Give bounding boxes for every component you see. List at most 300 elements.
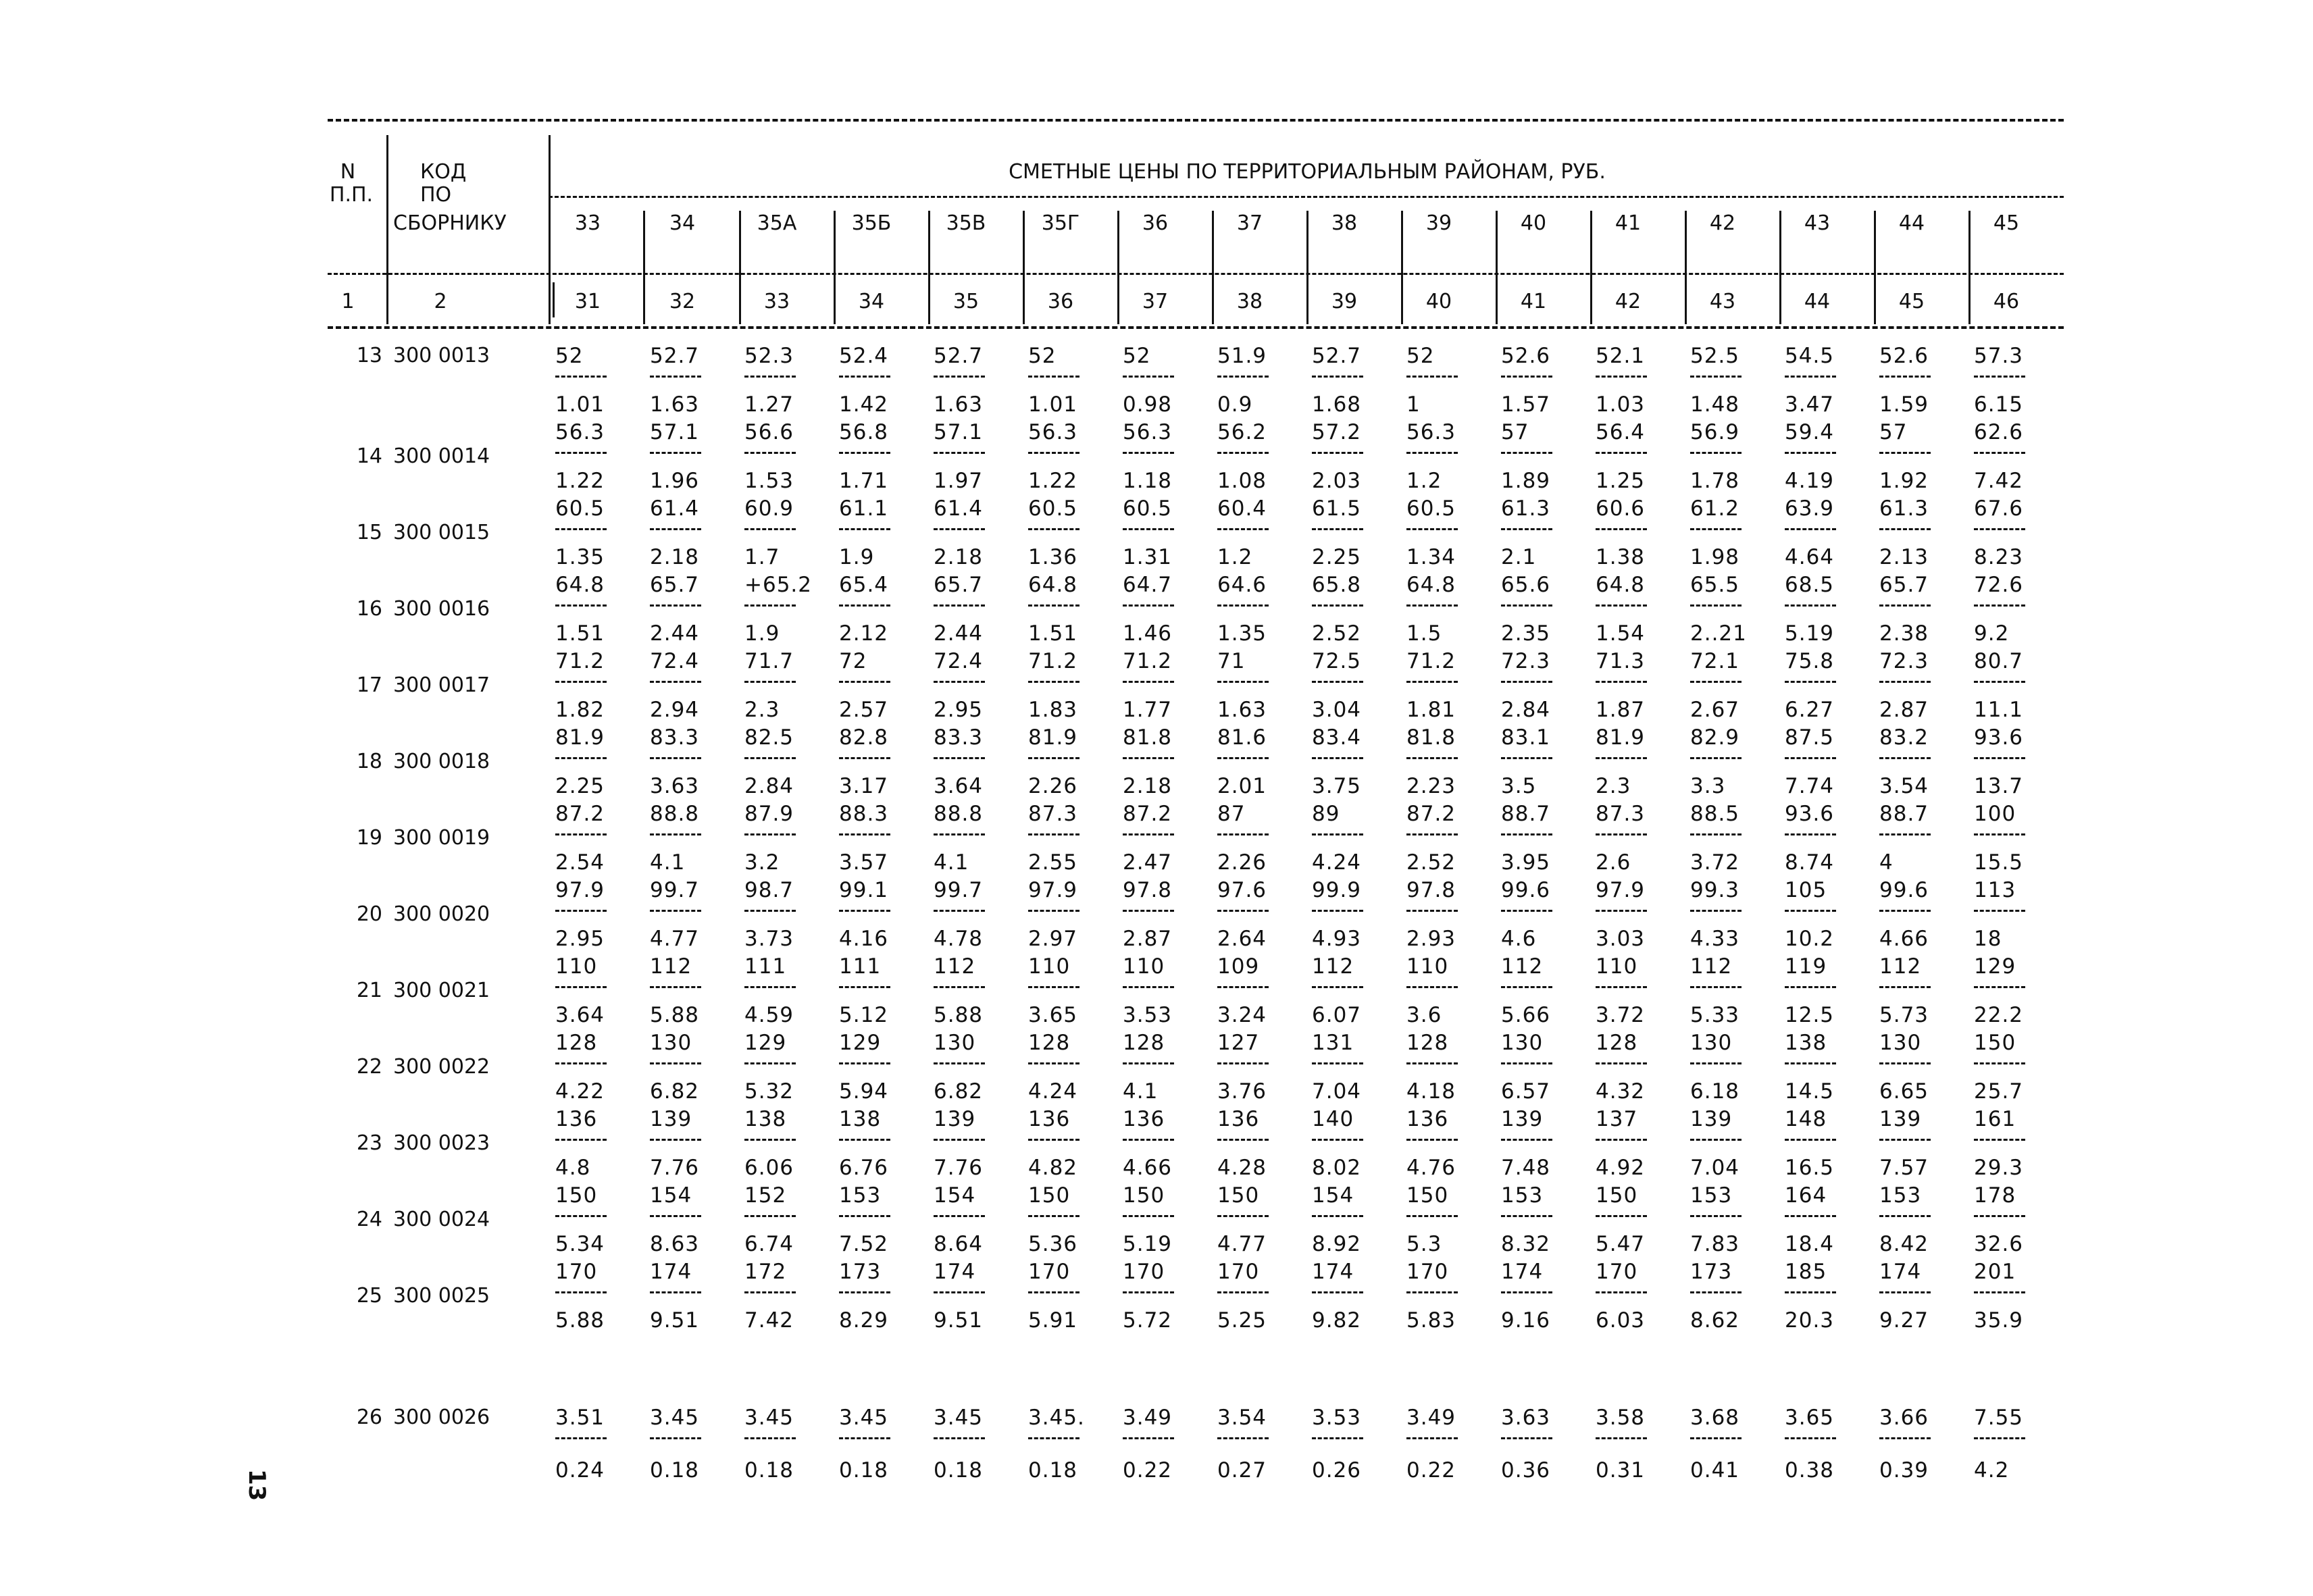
- price-upper: 60.5: [555, 496, 605, 521]
- fraction-bar: [744, 681, 796, 683]
- fraction-bar: [1028, 1215, 1079, 1217]
- price-lower: 2.95: [934, 698, 984, 722]
- fraction-bar: [744, 1215, 796, 1217]
- price-lower: 4.28: [1217, 1156, 1267, 1180]
- fraction-bar: [1596, 604, 1647, 607]
- fraction-bar: [1596, 757, 1647, 759]
- fraction-bar: [1123, 1062, 1174, 1064]
- fraction-bar: [650, 604, 701, 607]
- price-lower: 2.23: [1406, 774, 1456, 798]
- price-upper: 170: [555, 1260, 598, 1284]
- fraction-bar: [1123, 1139, 1174, 1141]
- price-upper: 52.7: [650, 344, 700, 368]
- price-lower: 5.72: [1123, 1308, 1173, 1333]
- fraction-bar: [1312, 833, 1363, 835]
- fraction-bar: [1501, 986, 1552, 988]
- price-lower: 32.6: [1974, 1232, 2024, 1256]
- fraction-bar: [1879, 1437, 1931, 1439]
- fraction-bar: [1028, 1062, 1079, 1064]
- row-code: 300 0022: [393, 1055, 490, 1079]
- price-lower: 1.82: [555, 698, 605, 722]
- price-upper: 65.7: [934, 573, 984, 597]
- fraction-bar: [1596, 681, 1647, 683]
- fraction-bar: [1785, 452, 1836, 454]
- price-lower: 1.78: [1690, 469, 1740, 493]
- fraction-bar: [1406, 1062, 1458, 1064]
- price-upper: 170: [1028, 1260, 1071, 1284]
- price-lower: 2.18: [1123, 774, 1173, 798]
- fraction-bar: [1596, 1291, 1647, 1293]
- fraction-bar: [934, 833, 985, 835]
- fraction-bar: [839, 833, 890, 835]
- fraction-bar: [1596, 1437, 1647, 1439]
- price-lower: 4.6: [1501, 927, 1537, 951]
- price-upper: 82.9: [1690, 725, 1740, 750]
- price-upper: 113: [1974, 878, 2016, 902]
- district-header-rule: [549, 196, 2064, 198]
- price-lower: 2.18: [934, 545, 984, 569]
- district-header: 36: [1142, 211, 1169, 235]
- row-code: 300 0018: [393, 750, 490, 773]
- price-upper: 97.9: [555, 878, 605, 902]
- price-upper: 174: [1501, 1260, 1544, 1284]
- price-upper: 88.8: [650, 802, 700, 826]
- header-code-3: СБОРНИКУ: [393, 211, 507, 235]
- price-upper: +65.2: [744, 573, 812, 597]
- price-upper: 83.3: [934, 725, 984, 750]
- fraction-bar: [555, 1291, 607, 1293]
- price-upper: 110: [1406, 954, 1449, 979]
- price-upper: 185: [1785, 1260, 1827, 1284]
- price-lower: 3.64: [934, 774, 984, 798]
- price-upper: 88.5: [1690, 802, 1740, 826]
- fraction-bar: [1406, 681, 1458, 683]
- header-pp: П.П.: [329, 183, 374, 207]
- fraction-bar: [1123, 528, 1174, 530]
- price-lower: 4.24: [1028, 1079, 1078, 1104]
- district-header: 35А: [757, 211, 797, 235]
- fraction-bar: [1596, 376, 1647, 378]
- price-lower: 1.46: [1123, 621, 1173, 646]
- colnum-vline: [1401, 282, 1403, 317]
- price-upper: 97.8: [1406, 878, 1456, 902]
- price-upper: 72.4: [650, 649, 700, 673]
- price-upper: 52: [1406, 344, 1435, 368]
- price-lower: 8.23: [1974, 545, 2024, 569]
- price-lower: 3.2: [744, 850, 780, 875]
- price-lower: 1.42: [839, 392, 889, 417]
- fraction-bar: [1312, 986, 1363, 988]
- header-code-2: ПО: [420, 183, 452, 207]
- price-lower: 5.19: [1123, 1232, 1173, 1256]
- price-upper: 112: [650, 954, 692, 979]
- price-upper: 61.1: [839, 496, 889, 521]
- price-upper: 71.3: [1596, 649, 1646, 673]
- price-upper: 56.3: [555, 420, 605, 444]
- price-lower: 4.24: [1312, 850, 1362, 875]
- fraction-bar: [1123, 757, 1174, 759]
- column-number: 32: [669, 290, 696, 313]
- price-upper: 81.9: [1028, 725, 1078, 750]
- fraction-bar: [1785, 528, 1836, 530]
- price-upper: 150: [1217, 1183, 1260, 1208]
- fraction-bar: [1690, 1215, 1742, 1217]
- colnum-vline: [1023, 282, 1025, 317]
- price-upper: 82.8: [839, 725, 889, 750]
- fraction-bar: [1123, 376, 1174, 378]
- price-upper: 129: [744, 1031, 787, 1055]
- price-upper: 127: [1217, 1031, 1260, 1055]
- price-upper: 56.6: [744, 420, 794, 444]
- price-lower: 8.32: [1501, 1232, 1551, 1256]
- fraction-bar: [934, 1215, 985, 1217]
- price-lower: 4.33: [1690, 927, 1740, 951]
- price-upper: 88.7: [1501, 802, 1551, 826]
- price-upper: 97.6: [1217, 878, 1267, 902]
- row-number: 25: [356, 1284, 382, 1308]
- table-title: СМЕТНЫЕ ЦЕНЫ ПО ТЕРРИТОРИАЛЬНЫМ РАЙОНАМ, РУБ.: [1009, 160, 1606, 184]
- fraction-bar: [1028, 833, 1079, 835]
- fraction-bar: [1312, 452, 1363, 454]
- price-lower: 8.63: [650, 1232, 700, 1256]
- price-lower: 6.82: [650, 1079, 700, 1104]
- fraction-bar: [1123, 1291, 1174, 1293]
- price-upper: 72.6: [1974, 573, 2024, 597]
- price-lower: 0.22: [1123, 1458, 1173, 1483]
- price-upper: 87: [1217, 802, 1246, 826]
- price-lower: 15.5: [1974, 850, 2024, 875]
- fraction-bar: [1217, 757, 1269, 759]
- price-upper: 3.66: [1879, 1406, 1929, 1430]
- district-header: 38: [1331, 211, 1358, 235]
- price-lower: 7.52: [839, 1232, 889, 1256]
- price-upper: 60.5: [1028, 496, 1078, 521]
- fraction-bar: [1312, 1062, 1363, 1064]
- fraction-bar: [1406, 757, 1458, 759]
- price-upper: 111: [839, 954, 882, 979]
- row-code: 300 0025: [393, 1284, 490, 1308]
- fraction-bar: [839, 1139, 890, 1141]
- fraction-bar: [1123, 833, 1174, 835]
- price-lower: 3.3: [1690, 774, 1726, 798]
- price-upper: 100: [1974, 802, 2016, 826]
- price-upper: 98.7: [744, 878, 794, 902]
- price-lower: 6.65: [1879, 1079, 1929, 1104]
- price-upper: 112: [1690, 954, 1733, 979]
- fraction-bar: [839, 528, 890, 530]
- price-upper: 128: [555, 1031, 598, 1055]
- price-lower: 4.93: [1312, 927, 1362, 951]
- fraction-bar: [1785, 910, 1836, 912]
- colnum-vline: [1117, 282, 1119, 317]
- price-upper: 150: [1974, 1031, 2016, 1055]
- column-number: 44: [1804, 290, 1831, 313]
- price-upper: 3.45.: [1028, 1406, 1085, 1430]
- price-upper: 65.7: [650, 573, 700, 597]
- fraction-bar: [1406, 604, 1458, 607]
- row-number: 21: [356, 979, 382, 1002]
- price-lower: 5.3: [1406, 1232, 1442, 1256]
- price-upper: 87.3: [1596, 802, 1646, 826]
- fraction-bar: [1217, 681, 1269, 683]
- price-upper: 161: [1974, 1107, 2016, 1131]
- fraction-bar: [1690, 910, 1742, 912]
- column-number: 40: [1425, 290, 1452, 313]
- fraction-bar: [1406, 833, 1458, 835]
- fraction-bar: [1785, 681, 1836, 683]
- fraction-bar: [1879, 376, 1931, 378]
- price-lower: 9.16: [1501, 1308, 1551, 1333]
- row-number: 16: [356, 597, 382, 621]
- price-lower: 1.9: [839, 545, 875, 569]
- fraction-bar: [1879, 452, 1931, 454]
- price-lower: 2.25: [1312, 545, 1362, 569]
- header-n: N: [340, 160, 356, 184]
- price-lower: 12.5: [1785, 1003, 1835, 1027]
- fraction-bar: [1974, 681, 2025, 683]
- price-upper: 140: [1312, 1107, 1354, 1131]
- price-upper: 99.1: [839, 878, 889, 902]
- column-number: 39: [1331, 290, 1358, 313]
- fraction-bar: [1785, 1437, 1836, 1439]
- price-lower: 22.2: [1974, 1003, 2024, 1027]
- price-upper: 87.9: [744, 802, 794, 826]
- fraction-bar: [1501, 528, 1552, 530]
- fraction-bar: [1596, 986, 1647, 988]
- price-lower: 3.24: [1217, 1003, 1267, 1027]
- fraction-bar: [839, 986, 890, 988]
- price-lower: 4.1: [1123, 1079, 1159, 1104]
- price-lower: 4.1: [934, 850, 969, 875]
- row-code: 300 0021: [393, 979, 490, 1002]
- price-upper: 153: [839, 1183, 882, 1208]
- price-upper: 64.8: [1406, 573, 1456, 597]
- price-lower: 1.89: [1501, 469, 1551, 493]
- price-upper: 71.2: [555, 649, 605, 673]
- price-lower: 3.47: [1785, 392, 1835, 417]
- price-lower: 1.53: [744, 469, 794, 493]
- price-lower: 7.57: [1879, 1156, 1929, 1180]
- price-lower: 2.1: [1501, 545, 1537, 569]
- column-number: 34: [858, 290, 885, 313]
- price-upper: 52: [1028, 344, 1057, 368]
- price-lower: 1.63: [1217, 698, 1267, 722]
- fraction-bar: [744, 986, 796, 988]
- price-lower: 0.38: [1785, 1458, 1835, 1483]
- price-upper: 136: [1217, 1107, 1260, 1131]
- price-upper: 87.2: [1406, 802, 1456, 826]
- price-lower: 2.67: [1690, 698, 1740, 722]
- price-lower: 8.64: [934, 1232, 984, 1256]
- price-lower: 1.27: [744, 392, 794, 417]
- price-upper: 87.3: [1028, 802, 1078, 826]
- fraction-bar: [1217, 604, 1269, 607]
- fraction-bar: [555, 452, 607, 454]
- price-upper: 81.9: [555, 725, 605, 750]
- price-lower: 1.57: [1501, 392, 1551, 417]
- price-upper: 3.49: [1123, 1406, 1173, 1430]
- price-lower: 6.18: [1690, 1079, 1740, 1104]
- price-upper: 54.5: [1785, 344, 1835, 368]
- fraction-bar: [650, 376, 701, 378]
- fraction-bar: [1028, 681, 1079, 683]
- fraction-bar: [1690, 681, 1742, 683]
- price-lower: 1.51: [555, 621, 605, 646]
- price-lower: 4: [1879, 850, 1893, 875]
- price-upper: 154: [1312, 1183, 1354, 1208]
- price-lower: 2.87: [1123, 927, 1173, 951]
- price-lower: 5.19: [1785, 621, 1835, 646]
- price-upper: 97.8: [1123, 878, 1173, 902]
- price-upper: 201: [1974, 1260, 2016, 1284]
- fraction-bar: [1879, 1139, 1931, 1141]
- fraction-bar: [1974, 833, 2025, 835]
- colnum-vline: [1779, 282, 1781, 317]
- price-upper: 71.2: [1028, 649, 1078, 673]
- fraction-bar: [1690, 1437, 1742, 1439]
- price-upper: 150: [555, 1183, 598, 1208]
- price-lower: 2.38: [1879, 621, 1929, 646]
- fraction-bar: [1974, 1215, 2025, 1217]
- fraction-bar: [1312, 1215, 1363, 1217]
- price-lower: 35.9: [1974, 1308, 2024, 1333]
- fraction-bar: [555, 528, 607, 530]
- price-lower: 0.9: [1217, 392, 1253, 417]
- colnum-vline: [643, 282, 645, 317]
- price-lower: 0.36: [1501, 1458, 1551, 1483]
- price-lower: 2.87: [1879, 698, 1929, 722]
- price-upper: 56.2: [1217, 420, 1267, 444]
- fraction-bar: [1028, 757, 1079, 759]
- fraction-bar: [744, 604, 796, 607]
- colnum-rule: [328, 273, 2064, 275]
- price-lower: 8.62: [1690, 1308, 1740, 1333]
- fraction-bar: [1596, 1139, 1647, 1141]
- colnum-vline: [553, 282, 555, 317]
- row-number: 20: [356, 902, 382, 926]
- price-lower: 2.35: [1501, 621, 1551, 646]
- fraction-bar: [1879, 528, 1931, 530]
- fraction-bar: [650, 910, 701, 912]
- fraction-bar: [1406, 910, 1458, 912]
- price-upper: 178: [1974, 1183, 2016, 1208]
- price-upper: 93.6: [1974, 725, 2024, 750]
- column-number: 43: [1709, 290, 1736, 313]
- price-upper: 139: [1501, 1107, 1544, 1131]
- fraction-bar: [934, 1437, 985, 1439]
- price-lower: 3.76: [1217, 1079, 1267, 1104]
- price-upper: 131: [1312, 1031, 1354, 1055]
- price-lower: 4.18: [1406, 1079, 1456, 1104]
- fraction-bar: [1785, 604, 1836, 607]
- price-lower: 8.42: [1879, 1232, 1929, 1256]
- fraction-bar: [934, 1139, 985, 1141]
- price-upper: 136: [555, 1107, 598, 1131]
- fraction-bar: [1028, 376, 1079, 378]
- fraction-bar: [744, 910, 796, 912]
- price-lower: 1.08: [1217, 469, 1267, 493]
- fraction-bar: [1123, 986, 1174, 988]
- price-upper: 3.54: [1217, 1406, 1267, 1430]
- price-lower: 3.72: [1690, 850, 1740, 875]
- price-lower: 3.64: [555, 1003, 605, 1027]
- district-header: 44: [1898, 211, 1925, 235]
- price-upper: 60.5: [1406, 496, 1456, 521]
- fraction-bar: [1123, 604, 1174, 607]
- page-number: 13: [243, 1469, 270, 1501]
- price-upper: 81.8: [1406, 725, 1456, 750]
- price-lower: 1.83: [1028, 698, 1078, 722]
- fraction-bar: [839, 452, 890, 454]
- price-lower: 0.26: [1312, 1458, 1362, 1483]
- price-lower: 2.94: [650, 698, 700, 722]
- price-upper: 67.6: [1974, 496, 2024, 521]
- fraction-bar: [1028, 910, 1079, 912]
- price-lower: 1.25: [1596, 469, 1646, 493]
- price-lower: 8.29: [839, 1308, 889, 1333]
- fraction-bar: [1879, 757, 1931, 759]
- price-lower: 2.57: [839, 698, 889, 722]
- price-upper: 56.3: [1123, 420, 1173, 444]
- price-lower: 6.06: [744, 1156, 794, 1180]
- price-upper: 72: [839, 649, 867, 673]
- price-lower: 1.38: [1596, 545, 1646, 569]
- fraction-bar: [1123, 910, 1174, 912]
- price-upper: 71.2: [1406, 649, 1456, 673]
- price-lower: 7.42: [744, 1308, 794, 1333]
- price-upper: 65.7: [1879, 573, 1929, 597]
- fraction-bar: [1028, 604, 1079, 607]
- price-upper: 68.5: [1785, 573, 1835, 597]
- price-lower: 2.52: [1312, 621, 1362, 646]
- fraction-bar: [1217, 910, 1269, 912]
- price-upper: 72.3: [1501, 649, 1551, 673]
- header-vline-n: [386, 135, 388, 324]
- price-lower: 1.54: [1596, 621, 1646, 646]
- price-upper: 56.9: [1690, 420, 1740, 444]
- price-lower: 7.04: [1690, 1156, 1740, 1180]
- fraction-bar: [1406, 986, 1458, 988]
- fraction-bar: [555, 1062, 607, 1064]
- price-lower: 2.44: [934, 621, 984, 646]
- price-lower: 25.7: [1974, 1079, 2024, 1104]
- fraction-bar: [1312, 376, 1363, 378]
- price-upper: 3.45: [650, 1406, 700, 1430]
- price-upper: 57.1: [650, 420, 700, 444]
- price-lower: 2.12: [839, 621, 889, 646]
- price-lower: 5.32: [744, 1079, 794, 1104]
- price-upper: 88.7: [1879, 802, 1929, 826]
- fraction-bar: [1123, 452, 1174, 454]
- fraction-bar: [555, 681, 607, 683]
- fraction-bar: [1028, 452, 1079, 454]
- price-lower: 3.03: [1596, 927, 1646, 951]
- fraction-bar: [1974, 1139, 2025, 1141]
- fraction-bar: [839, 757, 890, 759]
- price-upper: 52.6: [1879, 344, 1929, 368]
- fraction-bar: [1785, 833, 1836, 835]
- fraction-bar: [1785, 757, 1836, 759]
- fraction-bar: [1406, 1437, 1458, 1439]
- price-lower: 2.3: [744, 698, 780, 722]
- price-upper: 139: [1879, 1107, 1922, 1131]
- fraction-bar: [1123, 681, 1174, 683]
- price-upper: 139: [1690, 1107, 1733, 1131]
- price-upper: 3.45: [934, 1406, 984, 1430]
- header-code-1: КОД: [420, 160, 467, 184]
- price-upper: 64.8: [555, 573, 605, 597]
- price-lower: 7.83: [1690, 1232, 1740, 1256]
